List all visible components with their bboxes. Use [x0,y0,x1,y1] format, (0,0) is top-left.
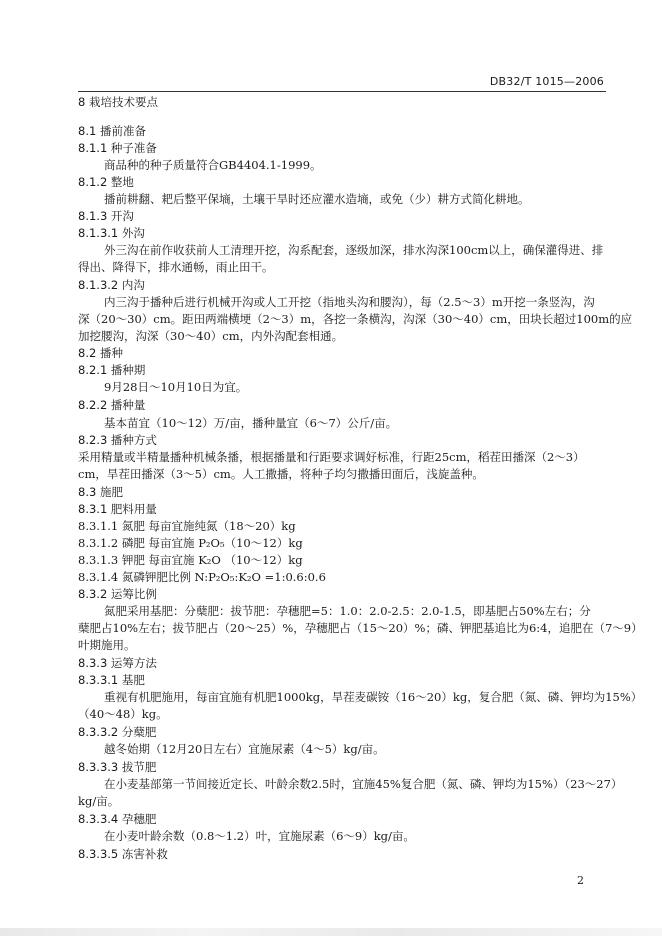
section-heading: 8.1 播前准备 [78,124,146,138]
document-code: DB32/T 1015—2006 [489,75,604,88]
paragraph-line: 加挖腰沟，沟深（30～40）cm，内外沟配套相通。 [78,329,344,343]
fertilizer-item: 8.3.1.2 磷肥 每亩宜施 P₂O₅（10～12）kg [78,536,303,550]
header-rule [78,91,606,92]
paragraph-line: 外三沟在前作收获前人工清理开挖，沟系配套，逐级加深，排水沟深100cm以上，确保灌得进、排 [104,243,604,257]
paragraph-line: 深（20～30）cm。距田两端横埂（2～3）m，各挖一条横沟，沟深（30～40）cm，田块长超过100m的应 [78,312,633,326]
paragraph-line: kg/亩。 [78,794,120,808]
paragraph-line: cm，旱茬田播深（3～5）cm。人工撒播，将种子均匀撒播田面后，浅旋盖种。 [78,467,484,481]
section-heading: 8.1.2 整地 [78,175,134,189]
section-heading: 8.3.3.3 拔节肥 [78,760,157,774]
section-heading: 8.3.2 运筹比例 [78,587,157,601]
paragraph-line: 播前耕翻、耙后整平保墒，土壤干旱时还应灌水造墒，或免（少）耕方式简化耕地。 [104,192,530,206]
paragraph-line: 叶期施用。 [78,638,136,652]
section-heading: 8.3.3.5 冻害补救 [78,847,168,861]
section-heading: 8.1.3 开沟 [78,209,134,223]
section-heading: 8 栽培技术要点 [78,95,158,109]
paragraph-line: 在小麦基部第一节间接近定长、叶龄余数2.5时，宜施45%复合肥（氮、磷、钾均为15%）（23～27） [104,777,623,791]
section-heading: 8.3.1 肥料用量 [78,502,157,516]
paragraph-line: 基本苗宜（10～12）万/亩，播种量宜（6～7）公斤/亩。 [104,416,398,430]
fertilizer-item: 8.3.1.4 氮磷钾肥比例 N:P₂O₅:K₂O =1:0.6:0.6 [78,570,326,584]
paragraph-line: 商品种的种子质量符合GB4404.1-1999。 [104,158,322,172]
section-heading: 8.3.3.2 分蘖肥 [78,725,157,739]
paragraph-line: 内三沟于播种后进行机械开沟或人工开挖（指地头沟和腰沟），每（2.5～3）m开挖一条竖沟，沟 [104,295,595,309]
paragraph-line: 蘖肥占10%左右；拔节肥占（20～25）%，孕穗肥占（15～20）%；磷、钾肥基追比为6:4，追肥在（7～9） [78,621,643,635]
paragraph-line: （40～48）kg。 [78,707,168,721]
page-number: 2 [577,874,584,887]
section-heading: 8.2.1 播种期 [78,363,146,377]
section-heading: 8.1.3.2 内沟 [78,278,145,292]
section-heading: 8.3.3.4 孕穗肥 [78,812,157,826]
fertilizer-item: 8.3.1.3 钾肥 每亩宜施 K₂O （10～12）kg [78,553,303,567]
section-heading: 8.1.1 种子准备 [78,141,157,155]
paragraph-line: 得出、降得下，排水通畅，雨止田干。 [78,260,274,274]
section-heading: 8.2.3 播种方式 [78,433,157,447]
paragraph-line: 越冬始期（12月20日左右）宜施尿素（4～5）kg/亩。 [104,742,385,756]
paragraph-line: 9月28日～10月10日为宜。 [104,380,248,394]
paragraph-line: 氮肥采用基肥：分蘖肥：拔节肥：孕穗肥=5：1.0：2.0-2.5：2.0-1.5，即基肥占50%左右；分 [104,604,591,618]
section-heading: 8.2 播种 [78,346,123,360]
scan-edge [0,928,662,936]
paragraph-line: 在小麦叶龄余数（0.8～1.2）叶，宜施尿素（6～9）kg/亩。 [104,829,415,843]
section-heading: 8.3.3.1 基肥 [78,673,145,687]
fertilizer-item: 8.3.1.1 氮肥 每亩宜施纯氮（18～20）kg [78,519,296,533]
section-heading: 8.3.3 运筹方法 [78,656,157,670]
section-heading: 8.1.3.1 外沟 [78,226,145,240]
section-heading: 8.2.2 播种量 [78,398,146,412]
section-heading: 8.3 施肥 [78,485,123,499]
paragraph-line: 采用精量或半精量播种机械条播，根据播量和行距要求调好标准，行距25cm，稻茬田播深（2～3） [78,450,585,464]
paragraph-line: 重视有机肥施用，每亩宜施有机肥1000kg，旱茬麦碳铵（16～20）kg，复合肥（氮、磷、钾均为15%） [104,690,643,704]
